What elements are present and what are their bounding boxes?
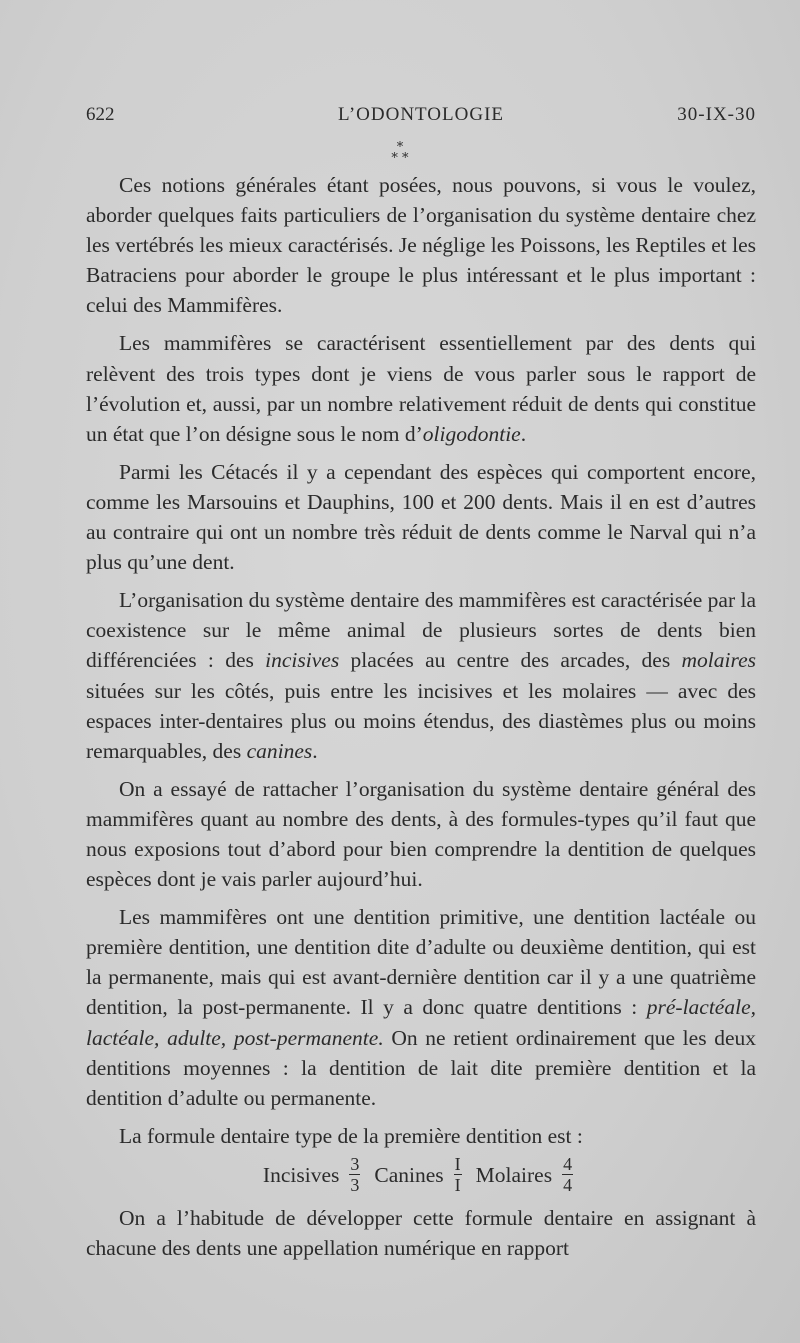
paragraph <box>86 902 756 1113</box>
paragraph-text: Ces notions générales étant posées, nous pouvons, si vous le voulez, aborder quelques faits particuliers de l’organisation du système dentaire chez les vertébrés les mieux caractérisés. Je néglige les Poissons, les Reptiles et les Batraciens pour aborder le groupe le plus intéressant et le plus important : celui des Mammifères. <box>86 173 756 318</box>
paragraph-text: La formule dentaire type de la première dentition est : <box>119 1123 583 1148</box>
fraction-incisives <box>349 1154 360 1195</box>
page-number: 622 <box>86 104 115 125</box>
fraction-denominator: 4 <box>563 1175 573 1196</box>
paragraph <box>86 170 756 320</box>
running-header <box>86 104 756 130</box>
paragraph-text: Parmi les Cétacés il y a cependant des espèces qui comportent encore, comme les Marsouins et Dauphins, 100 et 200 dents. Mais il en est d’autres au contraire qui ont un nombre très réduit de dents comme le Narval qui n’a plus qu’une dent. <box>86 459 756 575</box>
emphasized-term: oligodontie <box>422 421 521 446</box>
article-body <box>86 170 756 1271</box>
paragraph <box>86 328 756 448</box>
paragraph-text: . <box>520 421 527 446</box>
paragraph-text: . <box>312 738 318 763</box>
fraction-numerator: 4 <box>563 1154 573 1175</box>
paragraph-text: On a essayé de rattacher l’organisation du système dentaire général des mammifères quant au nombre des dents, à des formules-types qu’il faut que nous exposions tout d’abord pour bien comprendre la dentition de quelques espèces dont je vais parler aujourd’hui. <box>86 776 756 892</box>
paragraph-text: Les mammifères se caractérisent essentiellement par des dents qui relèvent des trois types dont je viens de vous parler sous le rapport de l’évolution et, aussi, par un nombre relativement réduit de dents qui constitue un état que l’on désigne sous le nom d’ <box>86 331 756 446</box>
emphasized-term: canines <box>246 738 313 763</box>
fraction-numerator: 3 <box>350 1154 360 1175</box>
emphasized-term: incisives <box>265 648 340 673</box>
asterism-top: * <box>396 140 404 155</box>
paragraph-text: L’organisation du système dentaire des mammifères est caractérisée par la coexistence sur le même animal de plusieurs sortes de dents bien différenciées : des <box>86 588 756 673</box>
fraction-molaires <box>562 1154 573 1195</box>
section-asterism <box>0 142 800 164</box>
emphasized-term: pré-lactéale, lactéale, adulte, post-permanente. <box>86 995 756 1050</box>
paragraph <box>86 774 756 894</box>
paragraph-text: On ne retient ordinairement que les deux dentitions moyennes : la dentition de lait dite première dentition et la dentition d’adulte ou permanente. <box>86 1025 756 1110</box>
formula-label-molaires: Molaires <box>475 1162 553 1187</box>
paragraph-text: placées au centre des arcades, des <box>339 648 682 673</box>
emphasized-term: molaires <box>681 648 756 673</box>
paragraph <box>86 585 756 766</box>
paragraph <box>86 457 756 577</box>
paragraph-text: On a l’habitude de développer cette formule dentaire en assignant à chacune des dents une appellation numérique en rapport <box>86 1205 756 1260</box>
asterism-bottom: * * <box>391 151 409 166</box>
fraction-numerator: I <box>454 1154 461 1175</box>
fraction-denominator: I <box>454 1175 461 1196</box>
issue-date: 30-IX-30 <box>677 104 756 125</box>
paragraph-text: situées sur les côtés, puis entre les incisives et les molaires — avec des espaces inter-dentaires plus ou moins étendus, des diastèmes plus ou moins remarquables, des <box>86 678 756 763</box>
formula-label-incisives: Incisives <box>262 1162 340 1187</box>
journal-title: L’ODONTOLOGIE <box>337 104 505 125</box>
fraction-canines <box>454 1154 462 1195</box>
paragraph-text: Les mammifères ont une dentition primitive, une dentition lactéale ou première dentition, une dentition dite d’adulte ou deuxième dentition, qui est la permanente, mais qui est avant-dernière dentition car il y a une quatrième dentition, la post-permanente. Il y a donc quatre dentitions : <box>86 905 756 1020</box>
fraction-denominator: 3 <box>350 1175 360 1196</box>
paragraph <box>86 1203 756 1263</box>
formula-label-canines: Canines <box>374 1162 444 1187</box>
paragraph <box>86 1121 756 1151</box>
dental-formula <box>86 1153 756 1197</box>
